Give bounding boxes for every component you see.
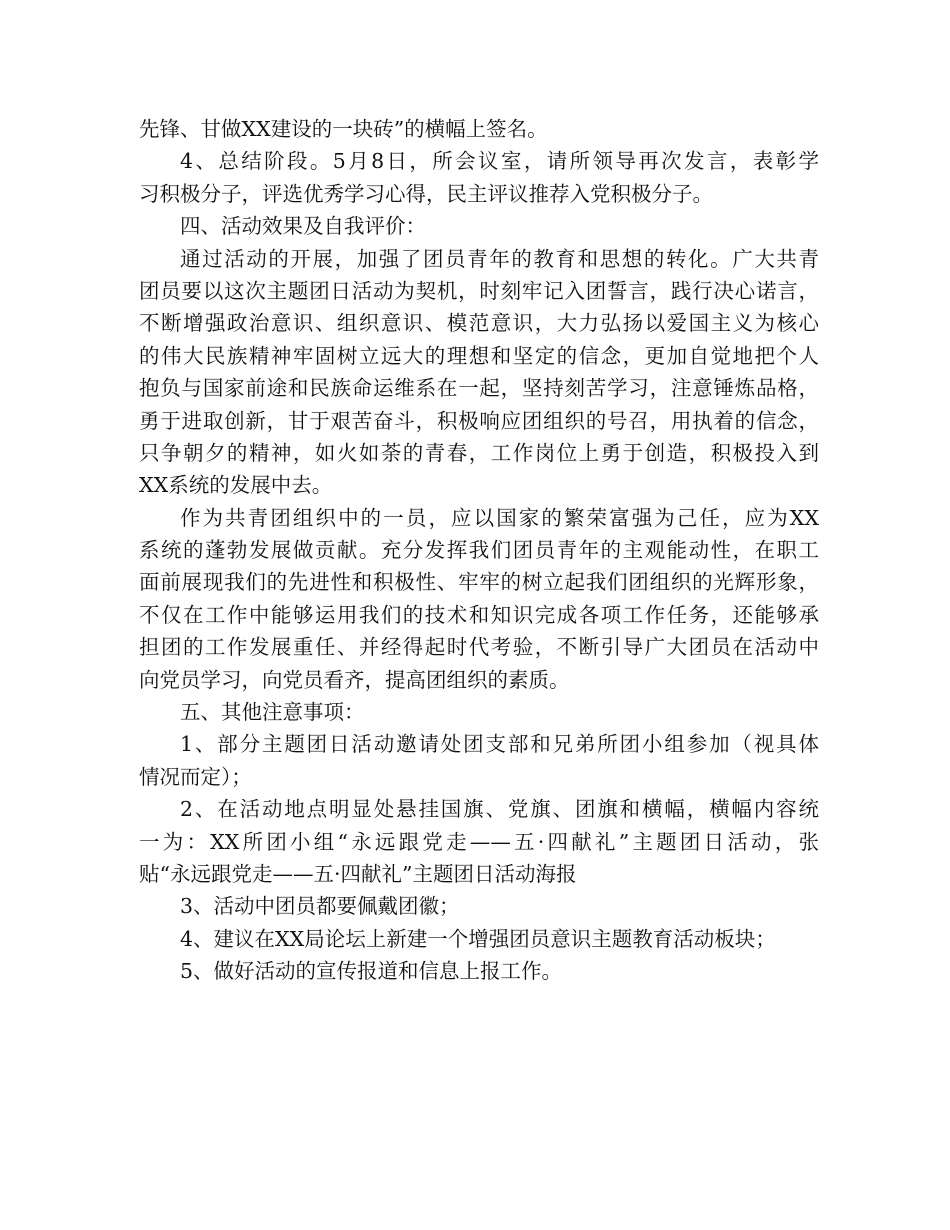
paragraph-line: 先锋、甘做XX建设的一块砖”的横幅上签名。 <box>139 117 548 141</box>
paragraph-line: 不仅在工作中能够运用我们的技术和知识完成各项工作任务，还能够承 <box>139 602 819 627</box>
list-item-line: 3、活动中团员都要佩戴团徽； <box>180 894 460 919</box>
paragraph-line: 只争朝夕的精神，如火如荼的青春，工作岗位上勇于创造，积极投入到 <box>139 440 819 465</box>
paragraph-line: 向党员学习，向党员看齐，提高团组织的素质。 <box>139 667 570 692</box>
list-item-line: 2、在活动地点明显处悬挂国旗、党旗、团旗和横幅，横幅内容统 <box>180 797 819 822</box>
paragraph-line: 抱负与国家前途和民族命运维系在一起，坚持刻苦学习，注意锤炼品格， <box>139 376 819 401</box>
list-item-line: 情况而定）； <box>139 764 252 789</box>
paragraph-line: 面前展现我们的先进性和积极性、牢牢的树立起我们团组织的光辉形象， <box>139 570 819 595</box>
list-item-line: 1、部分主题团日活动邀请处团支部和兄弟所团小组参加（视具体 <box>180 732 819 757</box>
paragraph-line: 团员要以这次主题团日活动为契机，时刻牢记入团誓言，践行决心诺言， <box>139 278 819 303</box>
paragraph-line: 通过活动的开展，加强了团员青年的教育和思想的转化。广大共青 <box>180 246 819 271</box>
paragraph-line: 勇于进取创新，甘于艰苦奋斗，积极响应团组织的号召，用执着的信念， <box>139 408 819 433</box>
paragraph-line: 系统的蓬勃发展做贡献。充分发挥我们团员青年的主观能动性，在职工 <box>139 538 819 563</box>
list-item-line: 5、做好活动的宣传报道和信息上报工作。 <box>180 959 563 984</box>
list-item-line: 4、建议在XX局论坛上新建一个增强团员意识主题教育活动板块； <box>180 926 776 951</box>
paragraph-line: 作为共青团组织中的一员，应以国家的繁荣富强为己任，应为XX <box>180 505 819 530</box>
section-heading: 四、活动效果及自我评价： <box>180 214 426 239</box>
paragraph-line: 4、总结阶段。5月8日，所会议室，请所领导再次发言，表彰学 <box>180 149 819 174</box>
document-body <box>139 113 819 988</box>
list-item-line: 一为：XX所团小组“永远跟党走——五·四献礼”主题团日活动，张 <box>139 829 819 854</box>
section-heading: 五、其他注意事项： <box>180 700 365 725</box>
paragraph-line: 担团的工作发展重任、并经得起时代考验，不断引导广大团员在活动中 <box>139 635 819 660</box>
paragraph-line: 习积极分子，评选优秀学习心得，民主评议推荐入党积极分子。 <box>139 181 713 206</box>
paragraph-line: 的伟大民族精神牢固树立远大的理想和坚定的信念，更加自觉地把个人 <box>139 343 819 368</box>
list-item-line: 贴“永远跟党走——五·四献礼”主题团日活动海报 <box>139 861 577 886</box>
paragraph-line: 不断增强政治意识、组织意识、模范意识，大力弘扬以爱国主义为核心 <box>139 311 819 336</box>
paragraph-line: XX系统的发展中去。 <box>139 473 333 498</box>
